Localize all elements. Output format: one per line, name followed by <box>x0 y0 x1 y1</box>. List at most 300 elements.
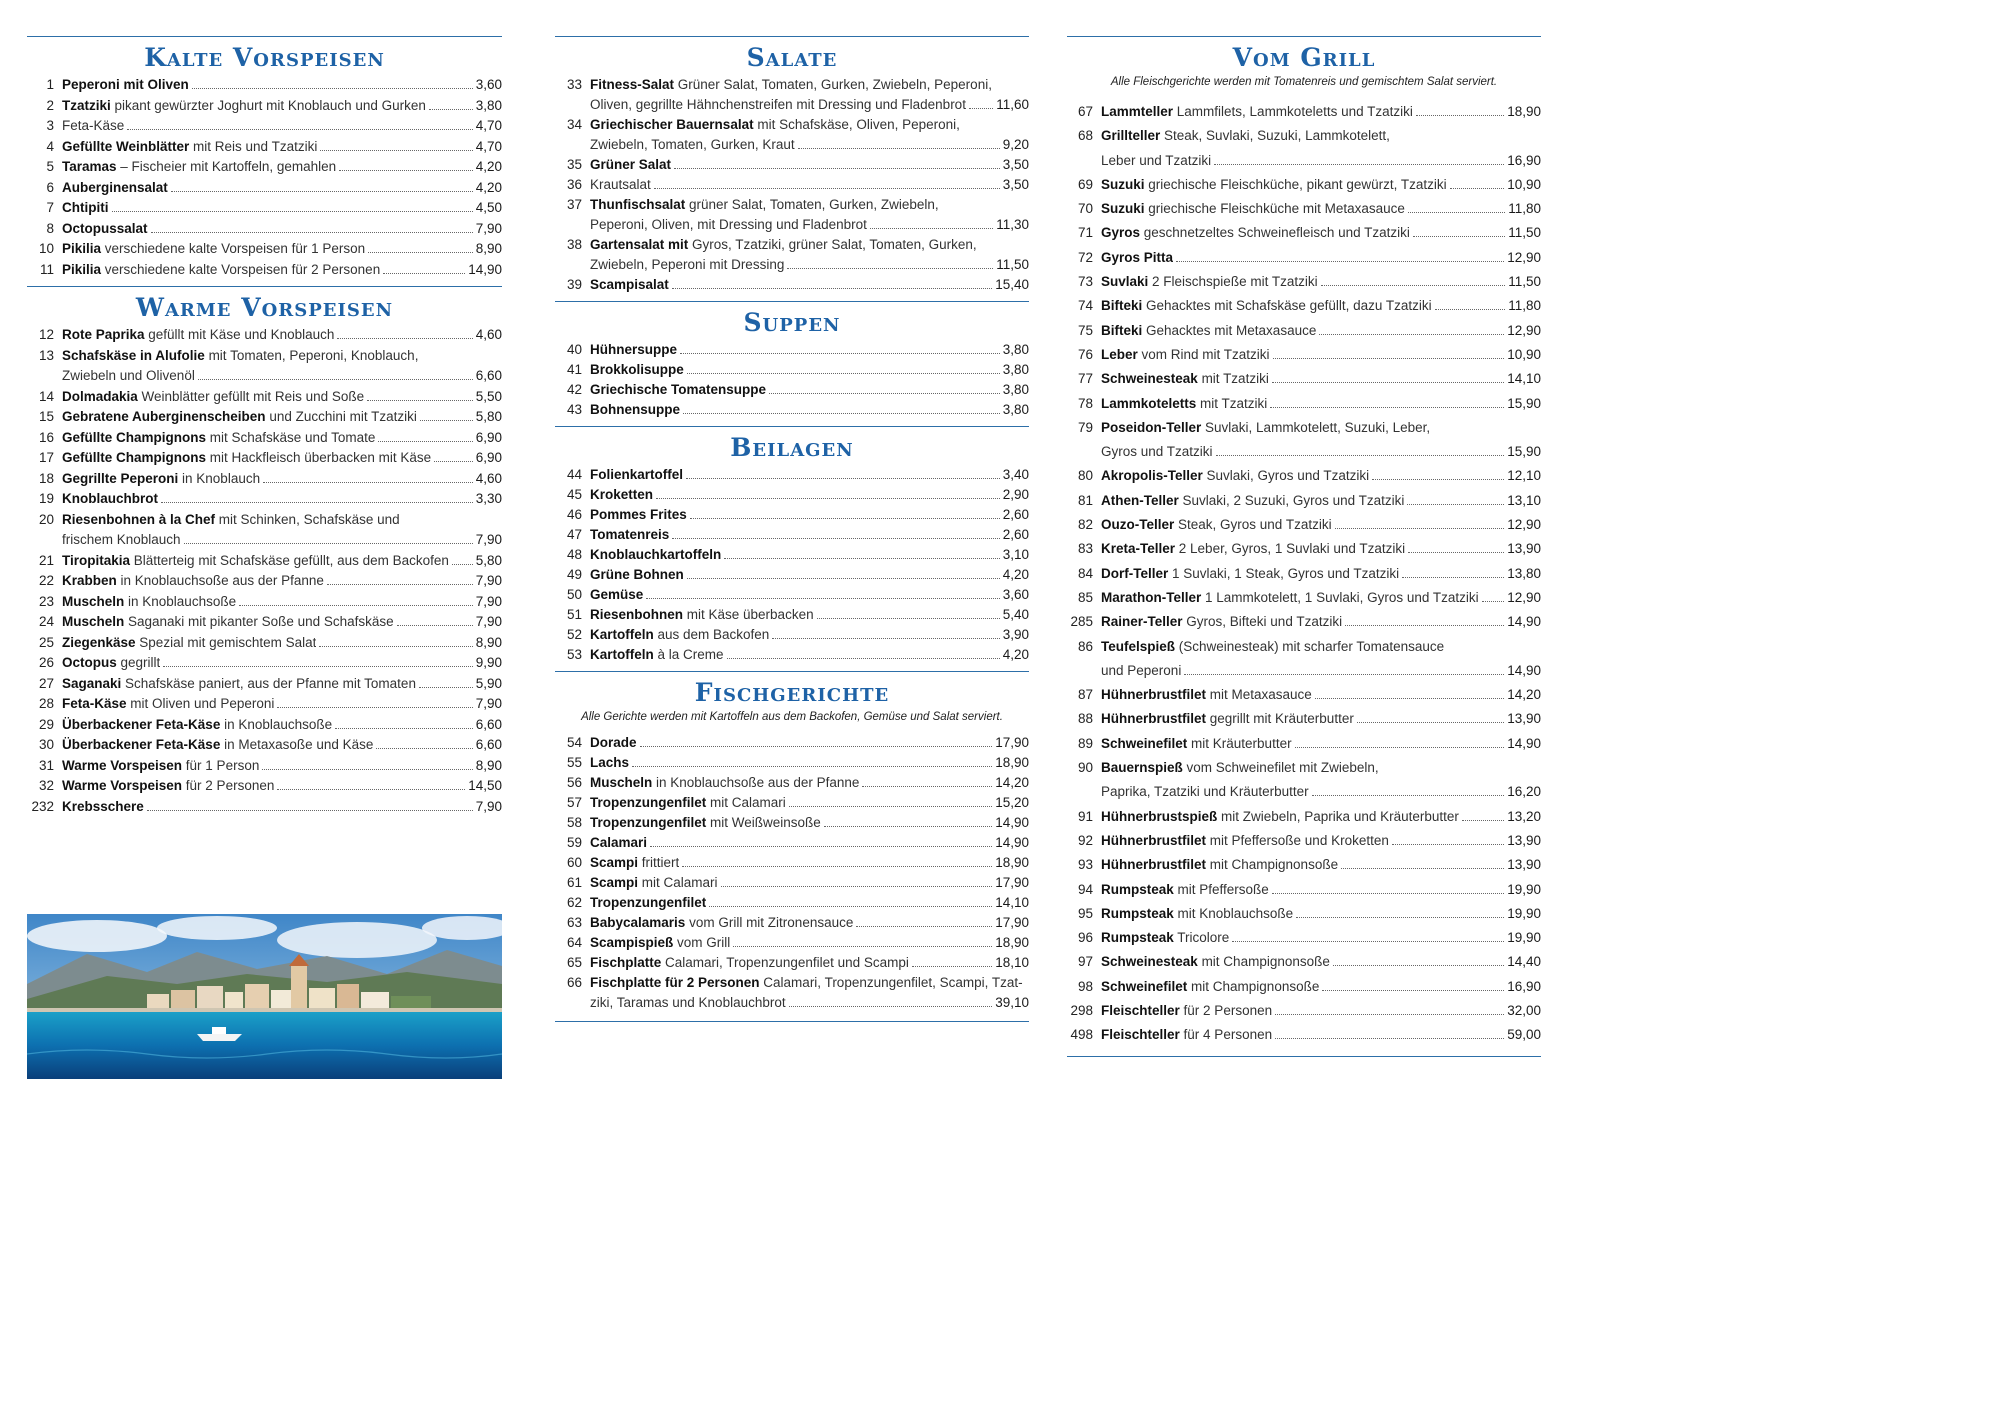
dot-leader <box>733 946 992 947</box>
menu-item <box>1067 562 1541 586</box>
item-body <box>1101 1023 1541 1047</box>
item-number: 92 <box>1077 832 1093 848</box>
item-text <box>62 96 426 117</box>
item-price: 32,00 <box>1507 1002 1541 1018</box>
menu-item <box>1067 999 1541 1023</box>
item-text <box>1101 562 1399 586</box>
item-name: Gartensalat mit <box>590 237 689 252</box>
item-line <box>62 776 502 797</box>
item-number: 52 <box>566 627 582 642</box>
menu-item <box>1067 732 1541 756</box>
item-line <box>590 993 1029 1013</box>
item-name: Kreta-Teller <box>1101 541 1176 557</box>
menu-item <box>27 489 502 510</box>
dot-leader <box>1345 625 1504 626</box>
item-text <box>1101 926 1229 950</box>
item-text <box>1101 124 1390 148</box>
item-text <box>590 380 766 400</box>
item-body <box>1101 732 1541 756</box>
dot-leader <box>672 288 992 289</box>
item-number: 47 <box>566 527 582 542</box>
item-number: 13 <box>38 347 54 363</box>
dot-leader <box>690 518 1000 519</box>
item-description: in Knoblauchsoße <box>124 593 237 609</box>
item-name: Dolmadakia <box>62 388 138 404</box>
dot-leader <box>452 564 473 565</box>
item-text <box>1101 756 1379 780</box>
item-line <box>590 380 1029 400</box>
item-name: Thunfischsalat <box>590 197 686 212</box>
item-name: Pommes Frites <box>590 507 687 522</box>
item-number: 46 <box>566 507 582 522</box>
menu-item <box>1067 610 1541 634</box>
dot-leader <box>856 926 992 927</box>
item-name: Ziegenkäse <box>62 634 136 650</box>
menu-item <box>27 612 502 633</box>
item-line <box>62 325 502 346</box>
menu-item <box>555 360 1029 380</box>
item-number: 50 <box>566 587 582 602</box>
dot-leader <box>1272 382 1504 383</box>
item-text <box>590 525 669 545</box>
menu-item <box>555 75 1029 115</box>
dot-leader <box>1408 212 1505 213</box>
item-name: Tzatziki <box>62 97 111 113</box>
item-number: 48 <box>566 547 582 562</box>
menu-item <box>1067 926 1541 950</box>
item-body <box>1101 173 1541 197</box>
item-description: Suvlaki, Gyros und Tzatziki <box>1202 468 1370 484</box>
item-line <box>62 137 502 158</box>
item-line <box>1101 246 1541 270</box>
item-description: mit Kräuterbutter <box>1187 735 1292 751</box>
item-line <box>590 135 1029 155</box>
item-line <box>590 833 1029 853</box>
dot-leader <box>161 502 473 503</box>
item-description: vom Rind mit Tzatziki <box>1137 346 1270 362</box>
item-text <box>590 75 992 95</box>
item-body <box>590 340 1029 360</box>
item-name: Pikilia <box>62 241 102 256</box>
item-name: Akropolis-Teller <box>1101 468 1203 484</box>
item-description: – Fischeier mit Kartoffeln, gemahlen <box>116 159 337 174</box>
menu-item <box>555 175 1029 195</box>
item-description: mit Champignonsoße <box>1187 978 1320 994</box>
divider <box>555 301 1029 302</box>
item-description: 1 Lammkotelett, 1 Suvlaki, Gyros und Tzatziki <box>1201 589 1479 605</box>
item-text <box>1101 950 1330 974</box>
item-text <box>62 510 400 531</box>
item-line <box>590 853 1029 873</box>
section-title-beilagen: Beilagen <box>730 433 854 462</box>
item-text <box>1101 853 1338 877</box>
item-price: 3,90 <box>1002 627 1029 642</box>
item-body <box>1101 756 1541 805</box>
item-price: 13,10 <box>1507 492 1541 508</box>
item-name: Suzuki <box>1101 201 1145 217</box>
item-list <box>1067 100 1541 1048</box>
item-number: 38 <box>566 237 582 252</box>
item-line <box>1101 562 1541 586</box>
item-body <box>1101 537 1541 561</box>
item-line <box>590 505 1029 525</box>
item-body <box>62 407 502 428</box>
item-price: 3,60 <box>475 77 502 92</box>
item-text <box>590 605 814 625</box>
item-body <box>62 592 502 613</box>
item-text <box>1101 878 1269 902</box>
item-text <box>62 325 334 346</box>
section-title-fischgerichte: Fischgerichte <box>694 678 890 707</box>
menu-item <box>555 833 1029 853</box>
item-body <box>590 115 1029 155</box>
item-line <box>62 571 502 592</box>
divider <box>555 671 1029 672</box>
item-line <box>62 551 502 572</box>
item-body <box>62 674 502 695</box>
item-name: Gefüllte Weinblätter <box>62 138 190 154</box>
item-price: 14,90 <box>995 835 1029 850</box>
item-body <box>62 735 502 756</box>
section-title-kalte-vorspeisen: Kalte Vorspeisen <box>144 43 385 72</box>
item-line <box>590 873 1029 893</box>
item-price: 17,90 <box>995 875 1029 890</box>
item-line <box>62 510 502 531</box>
dot-leader <box>239 605 473 606</box>
menu-item <box>27 157 502 178</box>
item-description: à la Creme <box>653 647 724 662</box>
item-price: 11,80 <box>1508 201 1541 217</box>
item-line <box>590 485 1029 505</box>
item-description: mit Reis und Tzatziki <box>189 138 318 154</box>
menu-item <box>27 239 502 260</box>
item-description: für 1 Person <box>182 757 260 773</box>
item-line <box>62 633 502 654</box>
item-line <box>1101 926 1541 950</box>
item-line <box>1101 343 1541 367</box>
item-body <box>1101 392 1541 416</box>
item-number: 3 <box>46 118 54 133</box>
item-line <box>590 753 1029 773</box>
item-number: 34 <box>566 117 582 132</box>
item-line <box>62 428 502 449</box>
dot-leader <box>327 584 473 585</box>
dot-leader <box>1322 990 1504 991</box>
item-description: aus dem Backofen <box>653 627 770 642</box>
item-body <box>1101 878 1541 902</box>
item-price: 14,90 <box>468 261 502 277</box>
item-name: Schweinefilet <box>1101 978 1188 994</box>
item-text <box>1101 732 1292 756</box>
item-number: 55 <box>566 755 582 770</box>
divider <box>555 426 1029 427</box>
dot-leader <box>192 88 473 89</box>
item-text <box>590 215 867 235</box>
item-text <box>1101 586 1479 610</box>
column-middle <box>555 36 1029 1022</box>
item-text <box>1101 1023 1272 1047</box>
item-price: 4,20 <box>475 159 502 174</box>
item-price: 3,40 <box>1002 467 1029 482</box>
item-price: 18,90 <box>1507 104 1541 119</box>
item-number: 4 <box>46 138 54 154</box>
item-description: vom Grill mit Zitronensauce <box>685 915 854 930</box>
menu-item <box>555 605 1029 625</box>
item-number: 56 <box>566 775 582 790</box>
item-number: 78 <box>1077 395 1093 411</box>
menu-item <box>555 340 1029 360</box>
item-price: 9,90 <box>475 655 502 670</box>
item-name: Tropenzungenfilet <box>590 815 707 830</box>
item-line <box>62 157 502 178</box>
item-name: Muscheln <box>62 593 125 609</box>
menu-item <box>555 793 1029 813</box>
item-text <box>590 853 679 873</box>
item-name: Kroketten <box>590 487 654 502</box>
item-text <box>1101 829 1389 853</box>
item-description: Gehacktes mit Schafskäse gefüllt, dazu Tzatziki <box>1142 298 1432 314</box>
dot-leader <box>1402 577 1504 578</box>
item-name: Grüner Salat <box>590 157 672 172</box>
item-line <box>62 407 502 428</box>
item-number: 65 <box>566 955 582 970</box>
item-price: 7,90 <box>475 614 502 629</box>
item-price: 18,90 <box>995 855 1029 870</box>
menu-item <box>27 694 502 715</box>
item-price: 14,10 <box>1507 371 1541 387</box>
item-text <box>1101 246 1173 270</box>
item-number: 85 <box>1077 589 1093 605</box>
item-text <box>590 645 724 665</box>
menu-item <box>27 428 502 449</box>
item-body <box>590 195 1029 235</box>
item-line <box>590 525 1029 545</box>
item-price: 14,90 <box>1507 614 1541 630</box>
item-body <box>590 235 1029 275</box>
item-line <box>62 592 502 613</box>
item-body <box>590 733 1029 753</box>
item-price: 11,50 <box>996 257 1029 272</box>
item-number: 60 <box>566 855 582 870</box>
item-text <box>1101 367 1269 391</box>
item-text <box>1101 197 1405 221</box>
item-text <box>1101 489 1404 513</box>
item-line <box>1101 149 1541 173</box>
item-name: Lachs <box>590 755 630 770</box>
item-number: 67 <box>1077 104 1093 119</box>
item-body <box>1101 270 1541 294</box>
dot-leader <box>277 789 465 790</box>
item-line <box>1101 853 1541 877</box>
item-description: mit Oliven und Peperoni <box>126 696 275 711</box>
menu-item <box>555 155 1029 175</box>
item-text <box>590 155 671 175</box>
greek-harbour-photo <box>27 914 502 1079</box>
item-line <box>590 340 1029 360</box>
item-list <box>27 75 502 280</box>
item-name: Suzuki <box>1101 176 1145 192</box>
item-line <box>62 653 502 674</box>
item-number: 18 <box>38 470 54 486</box>
item-number: 73 <box>1077 274 1093 290</box>
dot-leader <box>376 748 472 749</box>
item-text <box>1101 270 1318 294</box>
dot-leader <box>1435 309 1506 310</box>
dot-leader <box>277 707 472 708</box>
dot-leader <box>163 666 472 667</box>
item-line <box>1101 683 1541 707</box>
item-name: Tomatenreis <box>590 527 670 542</box>
item-body <box>590 893 1029 913</box>
item-text <box>590 733 637 753</box>
item-name: Überbackener Feta-Käse <box>62 737 221 752</box>
dot-leader <box>787 268 993 269</box>
dot-leader <box>672 538 999 539</box>
dot-leader <box>1392 844 1504 845</box>
item-text <box>62 776 274 797</box>
item-body <box>62 756 502 777</box>
item-price: 6,60 <box>475 368 502 383</box>
item-number: 95 <box>1077 905 1093 921</box>
menu-item <box>1067 1023 1541 1047</box>
item-text <box>62 260 380 281</box>
item-line <box>1101 999 1541 1023</box>
menu-item <box>27 510 502 551</box>
item-body <box>1101 610 1541 634</box>
item-line <box>1101 586 1541 610</box>
item-number: 23 <box>38 593 54 609</box>
item-line <box>62 116 502 137</box>
item-body <box>1101 124 1541 173</box>
item-number: 35 <box>566 157 582 172</box>
dot-leader <box>687 578 1000 579</box>
item-body <box>1101 294 1541 318</box>
item-price: 5,90 <box>475 675 502 691</box>
item-name: Marathon-Teller <box>1101 589 1202 605</box>
item-name: Rumpsteak <box>1101 930 1174 946</box>
item-text <box>62 137 317 158</box>
dot-leader <box>1482 601 1505 602</box>
item-number: 2 <box>46 97 54 113</box>
item-name: Fischplatte <box>590 955 662 970</box>
item-number: 28 <box>38 696 54 711</box>
item-body <box>62 116 502 137</box>
item-name: Hühnerbrustfilet <box>1101 711 1207 727</box>
menu-item <box>27 387 502 408</box>
item-price: 14,90 <box>1507 735 1541 751</box>
item-description: 1 Suvlaki, 1 Steak, Gyros und Tzatziki <box>1168 565 1400 581</box>
item-name: Schweinesteak <box>1101 954 1198 970</box>
item-list <box>555 733 1029 1013</box>
item-line <box>590 115 1029 135</box>
item-body <box>590 400 1029 420</box>
dot-leader <box>320 150 472 151</box>
menu-item <box>27 551 502 572</box>
item-number: 71 <box>1077 225 1093 241</box>
item-body <box>62 489 502 510</box>
item-number: 62 <box>566 895 582 910</box>
item-number: 84 <box>1077 565 1093 581</box>
item-line <box>590 645 1029 665</box>
item-text <box>590 340 677 360</box>
dot-leader <box>1273 358 1505 359</box>
dot-leader <box>1184 674 1504 675</box>
item-list <box>27 325 502 817</box>
item-body <box>1101 489 1541 513</box>
dot-leader <box>397 625 473 626</box>
item-number: 70 <box>1077 201 1093 217</box>
item-price: 13,90 <box>1507 541 1541 557</box>
item-body <box>62 633 502 654</box>
item-price: 9,20 <box>1002 137 1029 152</box>
item-body <box>590 973 1029 1013</box>
item-body <box>1101 221 1541 245</box>
item-body <box>590 953 1029 973</box>
item-price: 13,20 <box>1507 808 1541 824</box>
item-text <box>590 973 1023 993</box>
item-name: Hühnerbrustfilet <box>1101 832 1207 848</box>
item-body <box>1101 805 1541 829</box>
dot-leader <box>650 846 992 847</box>
item-line <box>590 255 1029 275</box>
item-description: mit Champignonsoße <box>1197 954 1330 970</box>
item-body <box>1101 100 1541 124</box>
menu-item <box>555 953 1029 973</box>
item-price: 3,80 <box>1002 382 1029 397</box>
dot-leader <box>1462 820 1504 821</box>
item-price: 7,90 <box>475 696 502 711</box>
item-description: für 2 Personen <box>182 778 275 793</box>
item-body <box>590 753 1029 773</box>
item-number: 81 <box>1077 492 1093 508</box>
menu-item <box>1067 343 1541 367</box>
item-body <box>62 469 502 490</box>
item-line <box>590 215 1029 235</box>
item-price: 14,10 <box>995 895 1029 910</box>
item-description: griechische Fleischküche, pikant gewürzt, Tzatziki <box>1144 176 1447 192</box>
item-body <box>590 933 1029 953</box>
item-price: 13,80 <box>1507 565 1541 581</box>
item-description: mit Tzatziki <box>1196 395 1268 411</box>
item-price: 17,90 <box>995 915 1029 930</box>
item-text <box>62 407 417 428</box>
item-description: mit Zwiebeln, Paprika und Kräuterbutter <box>1217 808 1459 824</box>
item-body <box>62 325 502 346</box>
menu-item <box>1067 319 1541 343</box>
item-text <box>1101 513 1332 537</box>
item-name: Tropenzungenfilet <box>590 795 707 810</box>
item-price: 11,50 <box>1508 274 1541 290</box>
menu-item <box>27 674 502 695</box>
item-description: mit Calamari <box>638 875 718 890</box>
menu-item <box>555 913 1029 933</box>
item-text <box>62 219 148 240</box>
menu-item <box>1067 853 1541 877</box>
menu-item <box>1067 124 1541 173</box>
item-price: 15,90 <box>1507 444 1541 460</box>
item-number: 19 <box>38 491 54 506</box>
item-number: 53 <box>566 647 582 662</box>
item-price: 19,90 <box>1507 905 1541 921</box>
item-number: 57 <box>566 795 582 810</box>
item-description: Suvlaki, Lammkotelett, Suzuki, Leber, <box>1201 419 1431 435</box>
item-price: 10,90 <box>1507 346 1541 362</box>
divider <box>27 286 502 287</box>
item-list <box>555 75 1029 295</box>
item-price: 4,50 <box>475 200 502 215</box>
item-body <box>590 873 1029 893</box>
item-description: gefüllt mit Käse und Knoblauch <box>144 327 335 342</box>
